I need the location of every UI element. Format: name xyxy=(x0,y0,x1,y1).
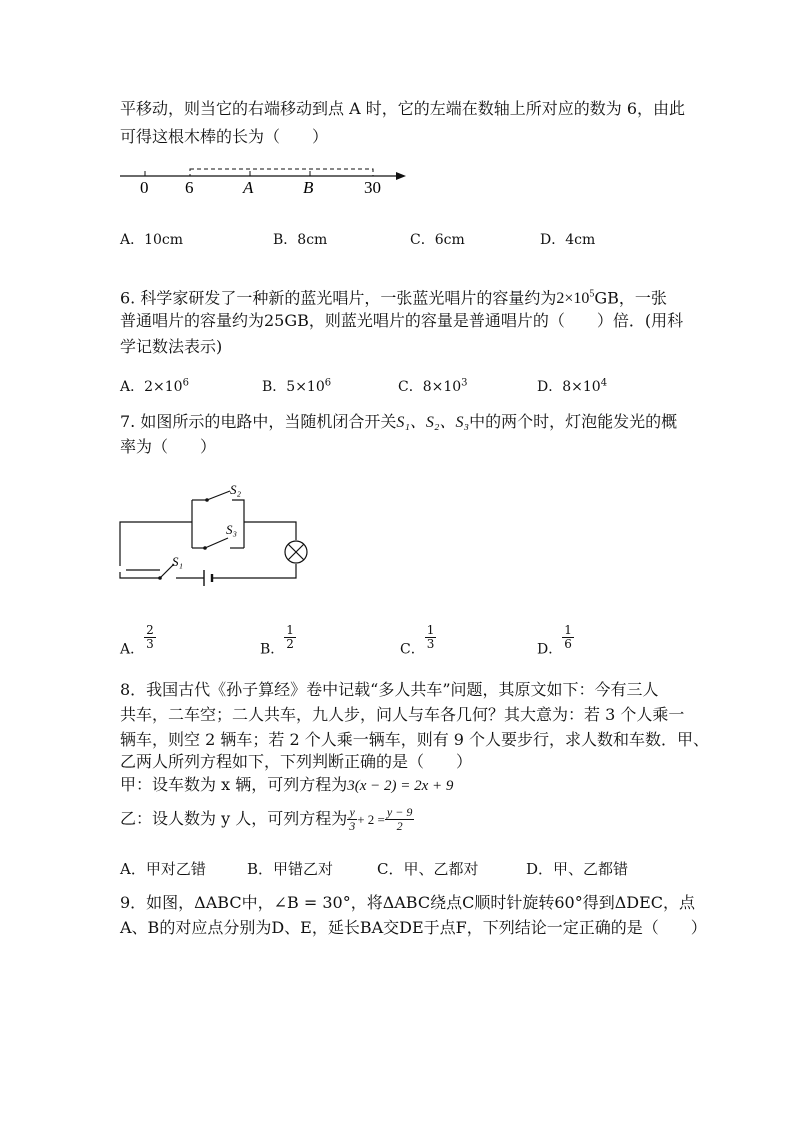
q5-option-d: D．4cm xyxy=(540,232,596,248)
q6-line2: 普通唱片的容量约为25GB，则蓝光唱片的容量是普通唱片的（ ）倍．(用科 xyxy=(120,311,684,330)
q6-capacity-math: $2\times 10^5$ xyxy=(556,289,595,308)
q8-option-b: B．甲错乙对 xyxy=(247,860,334,878)
axis-label-30: 30 xyxy=(364,178,381,197)
axis-label-a: A xyxy=(243,178,254,197)
q5-line1: 平移动，则当它的右端移动到点 A 时，它的左端在数轴上所对应的数为 6，由此 xyxy=(120,99,685,118)
label-s3: S₃ xyxy=(226,522,238,537)
stick-dashed xyxy=(190,169,373,176)
q8-yi: 乙：设人数为 y 人，可列方程为 $\frac{y}{3}$ + 2 = $\frac{y - 9}{2}$ xyxy=(120,805,413,833)
q9-line2: A、B的对应点分别为D、E，延长BA交DE于点F，下列结论一定正确的是（ ） xyxy=(120,918,707,937)
q8-option-a: A．甲对乙错 xyxy=(120,860,206,878)
q6-line1-unit: GB，一张 xyxy=(594,288,667,308)
q7-option-a: A． $\frac{2}{3}$ xyxy=(120,623,154,658)
circuit-diagram xyxy=(112,478,332,598)
q8-jia-equation: 3(x − 2) = 2x + 9 xyxy=(347,778,454,794)
q7-option-d: D． $\frac{1}{6}$ xyxy=(537,623,572,658)
q7-option-b: B． $\frac{1}{2}$ xyxy=(260,623,294,658)
q5-option-a: A．10cm xyxy=(120,232,184,248)
q6-option-d: D．$8\times 10^4$ xyxy=(537,377,608,395)
axis-arrow xyxy=(396,172,406,180)
q5-line2: 可得这根木棒的长为（ ） xyxy=(120,127,329,146)
q5-option-c: C．6cm xyxy=(410,232,465,248)
q8-line3: 辆车，则空 2 辆车；若 2 个人乘一辆车，则有 9 个人要步行，求人数和车数．甲、 xyxy=(120,730,710,749)
q8-yi-frac2: $\frac{y - 9}{2}$ xyxy=(386,805,413,833)
label-s2: S₂ xyxy=(230,482,242,497)
q7-switches: S₁、S₂、S₃ xyxy=(396,414,470,431)
q8-option-c: C．甲、乙都对 xyxy=(377,860,479,878)
q7-option-c: C． $\frac{1}{3}$ xyxy=(400,623,435,658)
q8-option-d: D．甲、乙都错 xyxy=(526,860,629,878)
q9-line1: 9．如图，ΔABC中，∠B = 30°，将ΔABC绕点C顺时针旋转60°得到ΔDEC，点 xyxy=(120,893,696,912)
q6-line3: 学记数法表示) xyxy=(120,337,223,356)
label-s1: S₁ xyxy=(172,554,184,569)
axis-label-6: 6 xyxy=(185,178,194,197)
q6-line1-text: 6. 科学家研发了一种新的蓝光唱片，一张蓝光唱片的容量约为 xyxy=(120,288,557,308)
q7-line1: 7. 如图所示的电路中，当随机闭合开关S₁、S₂、S₃中的两个时，灯泡能发光的概 xyxy=(120,412,678,431)
number-line-figure xyxy=(110,160,420,200)
q8-line4: 乙两人所列方程如下，下列判断正确的是（ ） xyxy=(120,752,473,771)
axis-label-0: 0 xyxy=(140,178,149,197)
q8-line1: 8．我国古代《孙子算经》卷中记载“多人共车”问题，其原文如下：今有三人 xyxy=(120,680,659,699)
q6-option-b: B．$5\times 10^6$ xyxy=(262,377,332,395)
q8-yi-frac1: $\frac{y}{3}$ xyxy=(349,805,356,833)
q6-option-c: C．$8\times 10^3$ xyxy=(398,377,468,395)
q8-line2: 共车，二车空；二人共车，九人步，问人与车各几何？其大意为：若 3 个人乘一 xyxy=(120,705,685,724)
q8-jia: 甲：设车数为 x 辆，可列方程为3(x − 2) = 2x + 9 xyxy=(120,775,454,794)
q5-option-b: B．8cm xyxy=(273,232,328,248)
q6-option-a: A．$2\times 10^6$ xyxy=(120,377,189,395)
axis-label-b: B xyxy=(303,178,314,197)
q7-line2: 率为（ ） xyxy=(120,437,217,456)
q6-line1 xyxy=(120,284,667,310)
